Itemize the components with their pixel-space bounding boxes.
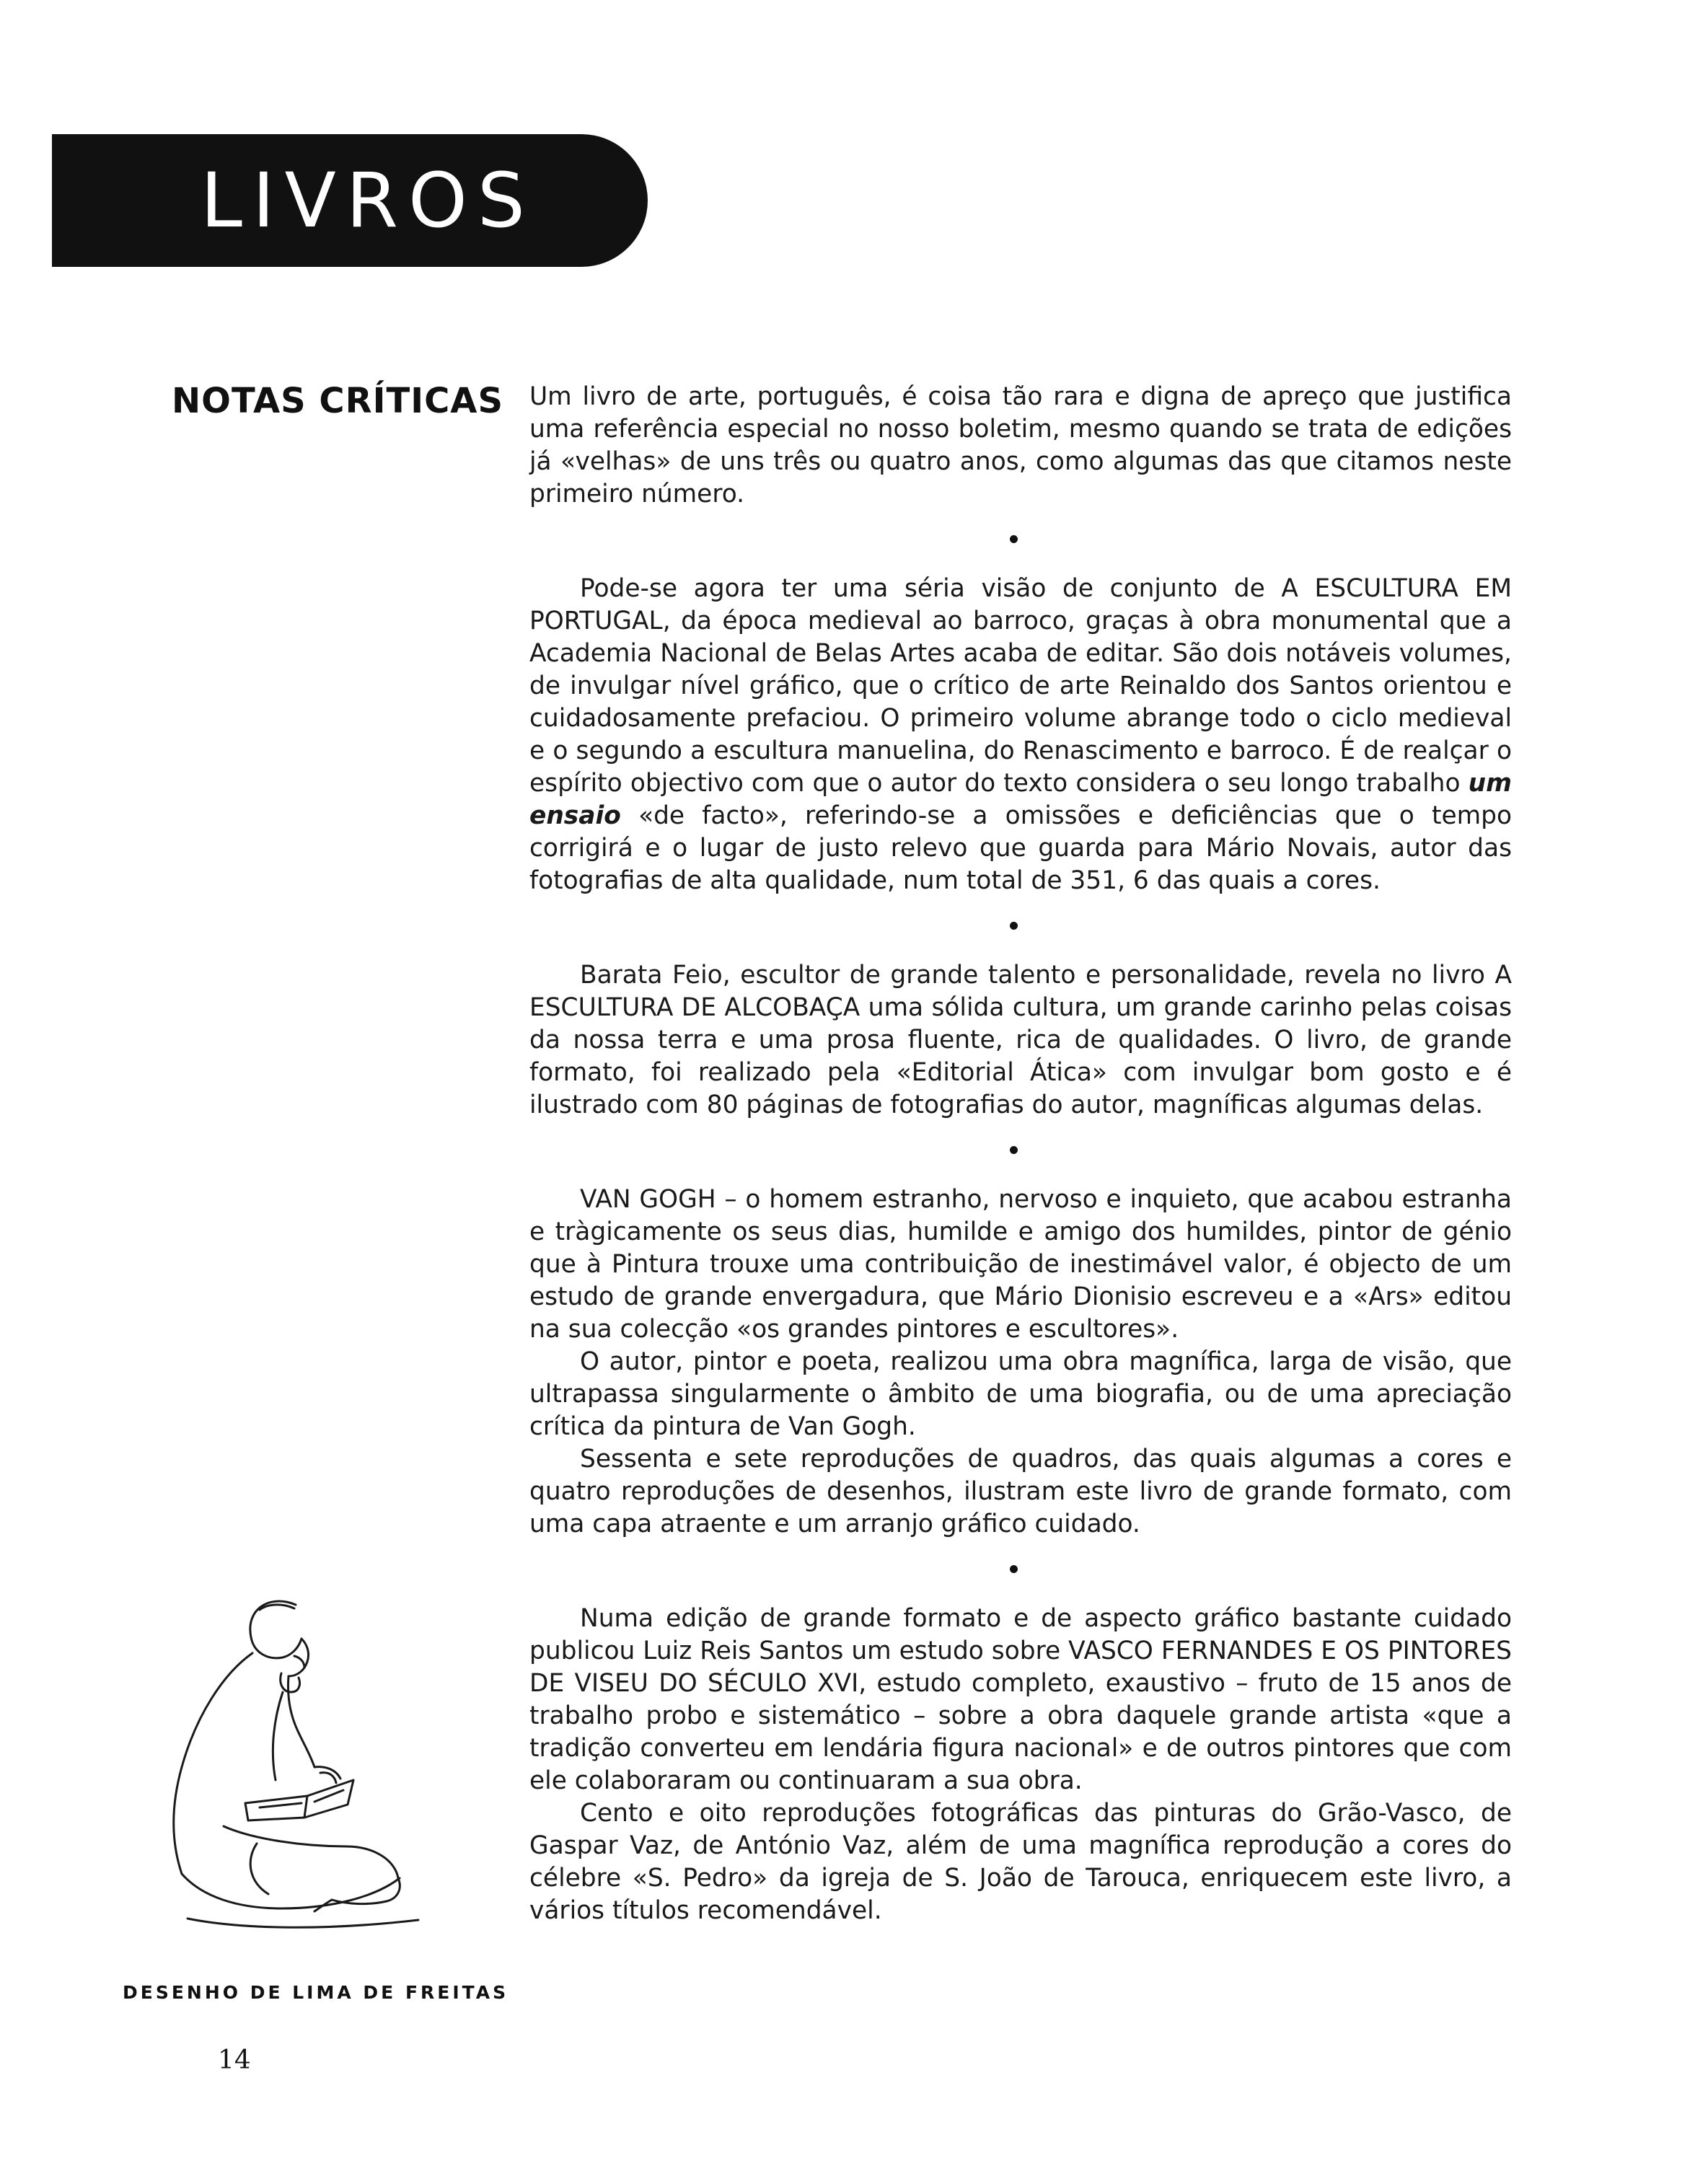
page-title: LIVROS [201,157,535,245]
bullet-dot-icon [1010,1146,1018,1154]
separator [529,897,1512,959]
section-heading: NOTAS CRÍTICAS [172,381,504,421]
illustration-caption: DESENHO DE LIMA DE FREITAS [123,1982,509,2003]
separator [529,1541,1512,1603]
paragraph-text: «de facto», referindo-se a omissões e deficiências que o tempo corrigirá e o lugar de justo relevo que guarda para Mário Novais, autor das fotografias de alta qualidade, num total de 351, 6 das quais a cores. [529,801,1512,895]
bullet-dot-icon [1010,1565,1018,1573]
paragraph-text: Pode-se agora ter uma séria visão de conjunto de A ESCULTURA EM PORTUGAL, da época medieval ao barroco, graças à obra monumental que a Academia Nacional de Belas Artes acaba de editar. São dois notáveis volumes, de invulgar nível gráfico, que o crítico de arte Reinaldo dos Santos orientou e cuidadosamente prefaciou. O primeiro volume abrange todo o ciclo medieval e o segundo a escultura manuelina, do Renascimento e barroco. É de realçar o espírito objectivo com que o autor do texto considera o seu longo trabalho [529,574,1512,798]
article-body [529,381,1512,1927]
bullet-dot-icon [1010,922,1018,930]
paragraph-van-gogh: Sessenta e sete reproduções de quadros, das quais algumas a cores e quatro reproduções de desenhos, ilustram este livro de grande formato, com uma capa atraente e um arranjo gráfico cuidado. [529,1445,1512,1538]
reading-figure-drawing-icon [115,1587,490,1962]
paragraph-vasco-fernandes: Cento e oito reproduções fotográficas das pinturas do Grão-Vasco, de Gaspar Vaz, de António Vaz, além de uma magnífica reprodução a cores do célebre «S. Pedro» da igreja de S. João de Tarouca, enriquecem este livro, a vários títulos recomendável. [529,1799,1512,1925]
page-number: 14 [218,2045,251,2075]
intro-paragraph: Um livro de arte, português, é coisa tão rara e digna de apreço que justifica uma referência especial no nosso boletim, mesmo quando se trata de edições já «velhas» de uns três ou quatro anos, como algumas das que citamos neste primeiro número. [529,382,1512,508]
separator [529,511,1512,573]
emphasis-text: um ensaio [529,769,1512,830]
separator [529,1122,1512,1184]
paragraph-escultura-portugal [529,573,1512,897]
paragraph-vasco-fernandes: Numa edição de grande formato e de aspecto gráfico bastante cuidado publicou Luiz Reis Santos um estudo sobre VASCO FERNANDES E OS PINTORES DE VISEU DO SÉCULO XVI, estudo completo, exaustivo – fruto de 15 anos de trabalho probo e sistemático – sobre a obra daquele grande artista «que a tradição converteu em lendária figura nacional» e de outros pintores que com ele colaboraram ou continuaram a sua obra. [529,1604,1512,1795]
paragraph-van-gogh: O autor, pintor e poeta, realizou uma obra magnífica, larga de visão, que ultrapassa singularmente o âmbito de uma biografia, ou de uma apreciação crítica da pintura de Van Gogh. [529,1347,1512,1441]
paragraph-van-gogh: VAN GOGH – o homem estranho, nervoso e inquieto, que acabou estranha e tràgicamente os seus dias, humilde e amigo dos humildes, pintor de génio que à Pintura trouxe uma contribuição de inestimável valor, é objecto de um estudo de grande envergadura, que Mário Dionisio escreveu e a «Ars» editou na sua colecção «os grandes pintores e escultores». [529,1185,1512,1344]
paragraph-alcobaca: Barata Feio, escultor de grande talento e personalidade, revela no livro A ESCULTURA DE ALCOBAÇA uma sólida cultura, um grande carinho pelas coisas da nossa terra e uma prosa fluente, rica de qualidades. O livro, de grande formato, foi realizado pela «Editorial Ática» com invulgar bom gosto e é ilustrado com 80 páginas de fotografias do autor, magníficas algumas delas. [529,961,1512,1119]
bullet-dot-icon [1010,535,1018,543]
